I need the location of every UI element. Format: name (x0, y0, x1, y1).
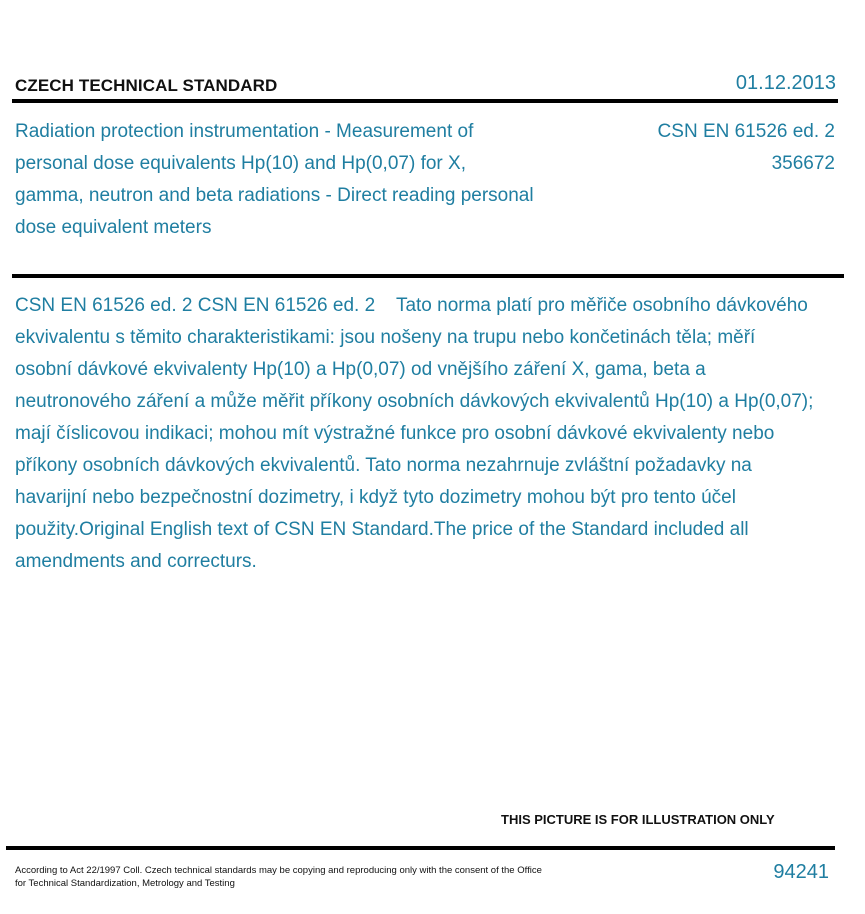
description-text: Tato norma platí pro měřiče osobního dávkového ekvivalentu s těmito charakteristikami: jsou nošeny na trupu nebo končetinách těla; měří osobní dávkové ekvivalenty Hp(10) a Hp(0,07) od vnějšího záření X, gama, beta a neutronového záření a může měřit příkony osobních dávkových ekvivalentů Hp(10) a Hp(0,07); mají číslicovou indikaci; mohou mít výstražné funkce pro osobní dávkové ekvivalenty nebo příkony osobních dávkových ekvivalentů. Tato norma nezahrnuje zvláštní požadavky na havarijní nebo bezpečnostní dozimetry, i když tyto dozimetry mohou být pro tento účel použity.Original English text of CSN EN Standard.The price of the Standard included all amendments and correcturs. (15, 295, 814, 572)
standard-title: Radiation protection instrumentation - Measurement of personal dose equivalents Hp(10) and Hp(0,07) for X, gamma, neutron and beta radiations - Direct reading personal dose equivalent meters (15, 121, 534, 238)
document-number: 94241 (773, 861, 829, 883)
legal-notice-line-1: According to Act 22/1997 Coll. Czech technical standards may be copying and reproducing only with the consent of the Office (15, 865, 542, 876)
illustration-notice: THIS PICTURE IS FOR ILLUSTRATION ONLY (501, 812, 775, 827)
divider-top (12, 99, 838, 103)
publication-date: 01.12.2013 (735, 72, 836, 94)
catalog-number: 356672 (771, 153, 835, 174)
standard-code: CSN EN 61526 ed. 2 (657, 121, 835, 142)
legal-notice-line-2: for Technical Standardization, Metrology and Testing (15, 878, 235, 889)
document-category-title: CZECH TECHNICAL STANDARD (15, 76, 278, 95)
standard-description (15, 290, 815, 578)
description-lead: CSN EN 61526 ed. 2 CSN EN 61526 ed. 2 (15, 295, 396, 316)
legal-notice (15, 864, 615, 890)
divider-bottom (6, 846, 835, 850)
divider-middle (12, 274, 844, 278)
